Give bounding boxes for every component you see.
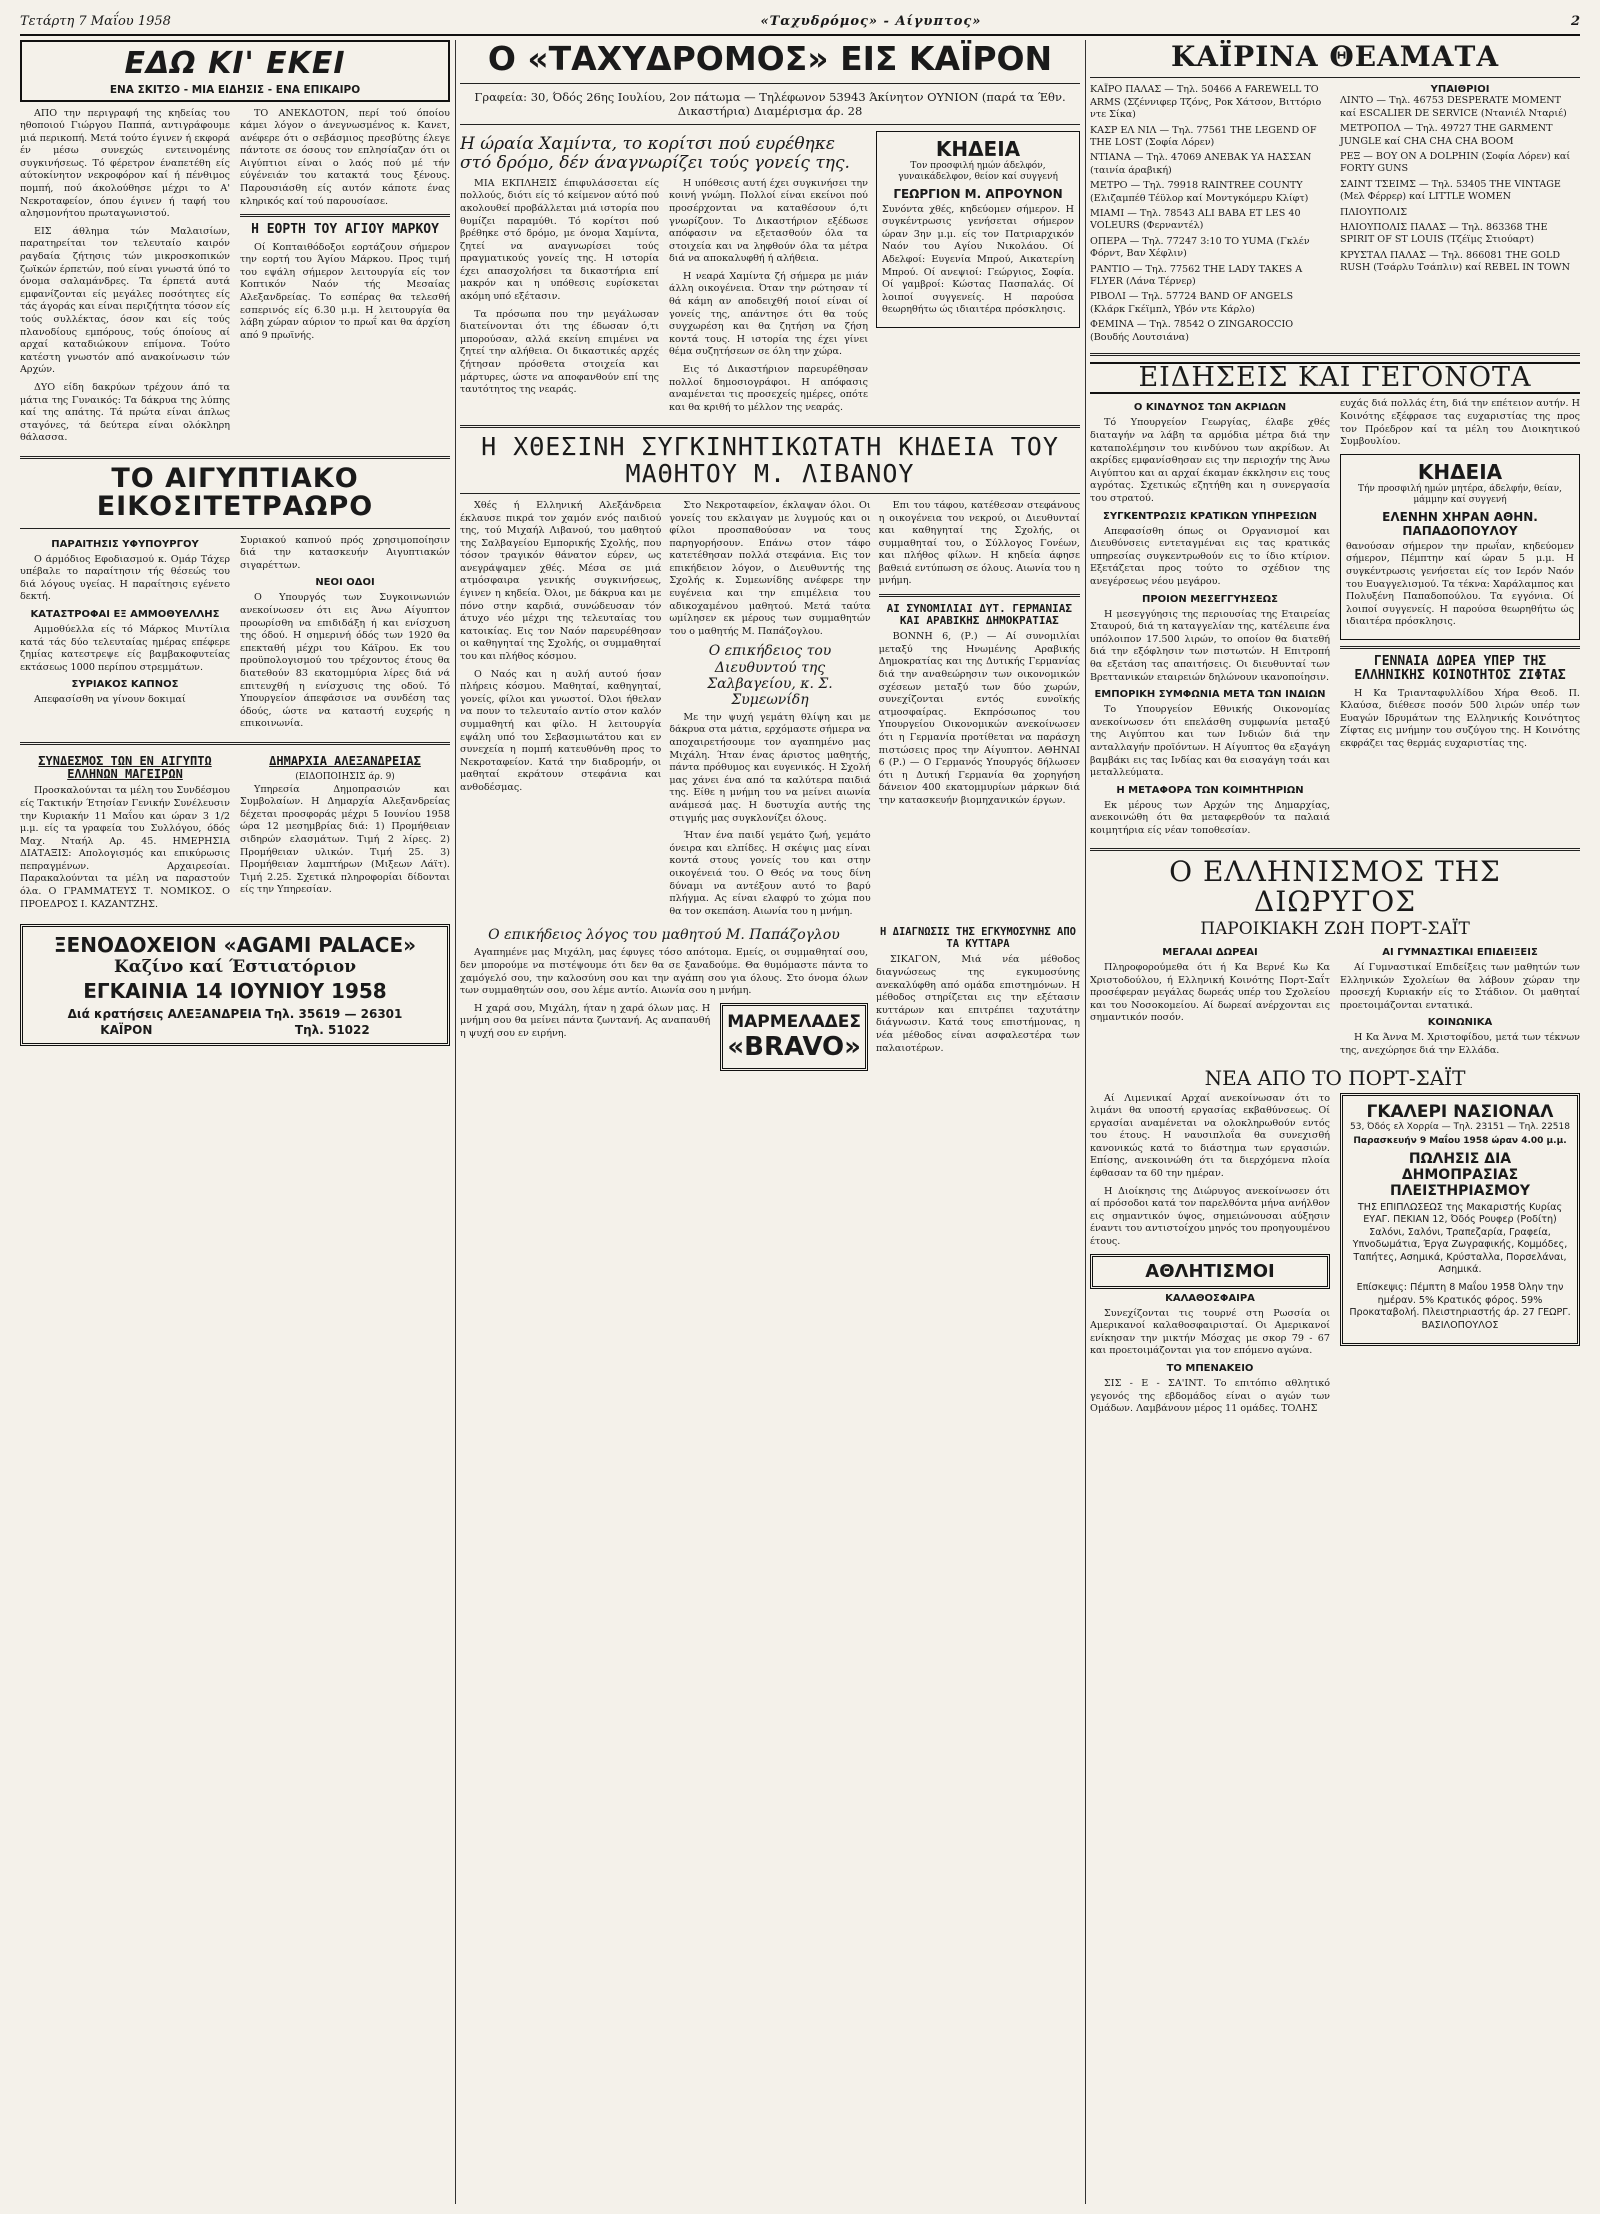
masthead-page: 2 xyxy=(1570,13,1580,29)
article-paragraph: Αί Γυμναστικαί Επιδείξεις των μαθητών των Ελληνικών Σχολείων θα λάβουν χώραν την προσεχή Κυριακήν είς το Στάδιον. Οι μαθηταί προετοιμάζονται εντατικά. xyxy=(1340,961,1580,1011)
gallery-advert xyxy=(1340,1093,1580,1347)
masthead-date: Τετάρτη 7 Μαΐου 1958 xyxy=(20,13,171,29)
article-paragraph: Συνεχίζονται τις τουρνέ στη Ρωσσία οι Αμερικανοί καλαθοσφαιρισταί. Οι Αμερικανοί ενίκησαν την μικτήν Μόσχας με σκορ 79 - 67 και προετοιμάζονται για τον επόμενο αγώνα. xyxy=(1090,1307,1330,1357)
advert-line: Παρασκευήν 9 Μαΐου 1958 ώραν 4.00 μ.μ. xyxy=(1353,1136,1567,1147)
advert-line: ΕΓΚΑΙΝΙΑ 14 ΙΟΥΝΙΟΥ 1958 xyxy=(83,979,387,1004)
subheading: ΚΟΙΝΩΝΙΚΑ xyxy=(1427,1017,1493,1029)
article-paragraph: ΤΟ ΑΝΕΚΔΟΤΟΝ, περί τού όποίου κάμει λόγον ο άνεγνωσμένος κ. Κανετ, ανέφερε ότι ο σεβάσμιος πρεσβύτης έλεγε πάντοτε σε όσους τον επλησίαζαν ότι οι Αιγύπτιοι είναι ο λαός πού μέ τήν εύγένειάν του κατακτά τους ξένους. Παρουσιάσθη είς αυτόν κάποτε ένας κληρικός καί τού παρουσίασε. xyxy=(240,107,450,207)
article-paragraph: Οί Κοπταιθόδοξοι εορτάζουν σήμερον την εορτή του Άγίου Μάρκου. Προς τιμή του εψάλη σήμερον λειτουργία είς τον Κοπτικόν Ναόν τής Μεσαίας Αλεξανδρείας. Το εσπέρας θα τελεσθή εσπερινός είς 6.30 μ.μ. Η λειτουργία θα λάβη χώραν αύριον το πρωΐ και θα άρχίση από 9 πρωϊνής. xyxy=(240,241,450,341)
subheading: ΑΙ ΣΥΝΟΜΙΛΙΑΙ ΔΥΤ. ΓΕΡΜΑΝΙΑΣ ΚΑΙ ΑΡΑΒΙΚΗΣ ΔΗΜΟΚΡΑΤΙΑΣ xyxy=(886,602,1073,628)
notice-text: Υπηρεσία Δημοπρασιών και Συμβολαίων. Η Δημαρχία Αλεξανδρείας δέχεται προσφοράς μέχρι 5 Ιουνίου 1958 ώρα 12 μεσημβρίας διά: 1) Προμήθειαν σιδηρών ελασμάτων. Τιμή 2 λίρες. 2) Προμήθειαν υλικών. Τιμή 25. 3) Προμήθειαν λαμπτήρων (Μιξεων Λάϊτ). Τιμή 2.25. Σχετικά πληροφορίαι δίδονται είς την Υπηρεσίαν. xyxy=(240,783,450,896)
subheading: Ο επικήδειος του Διευθυντού της Σαλβαγείου, κ. Σ. Συμεωνίδη xyxy=(707,643,833,708)
open-air-heading: ΥΠΑΙΘΡΙΟΙ xyxy=(1430,84,1490,96)
subheading: Ο επικήδειος λόγος του μαθητού Μ. Παπάζογλου xyxy=(488,927,840,944)
subheading: ΤΟ ΜΠΕΝΑΚΕΙΟ xyxy=(1166,1363,1254,1375)
article-paragraph: Απεφασίσθη να γίνουν δοκιμαί xyxy=(34,694,186,706)
funeral-notice xyxy=(1340,454,1580,640)
notice-title: ΚΗΔΕΙΑ xyxy=(935,136,1021,161)
article-paragraph: Πληροφορούμεθα ότι ή Κα Βερνέ Κω Κα Χριστοδούλου, ή Ελληνική Κοινότης Πορτ-Σαΐτ προσέφεραν μεγάλας δωρεάς υπέρ του Σχολείου και του Νοσοκομείου. Αί δωρεαί ανέρχονται εις σημαντικόν ποσόν. xyxy=(1090,961,1330,1024)
cinema-listing: ΜΕΤΡΟΠΟΛ — Τηλ. 49727 THE GARMENT JUNGLE καί CHA CHA CHA BOOM xyxy=(1340,123,1553,147)
notice-name: ΕΛΕΝΗΝ ΧΗΡΑΝ ΑΘΗΝ. ΠΑΠΑΔΟΠΟΥΛΟΥ xyxy=(1382,509,1538,538)
article-paragraph: ΕΙΣ άθλημα τών Μαλαισίων, παρατηρείται τον τελευταίο καιρόν ραγδαία ζήτησις τών μικροσκοπικών ζωϊκών έρπετών, πού είναι γνωστά ύπό το όνομα σαλαμάνδρες. Τα έρπετά αυτά εμφανίζονται είς μεγάλες ποσότητες είς τάς άγοράς και είναι περιζήτητα τόσον είς τούς συλλέκτας, όσον και είς τούς πλανοδίους εμπόρους, τούς όποίους αί αρχαί καταδιώκουν επίμονα. Τούτο κατέστη γνωστόν από ανακοίνωσιν τών Αρχών. xyxy=(20,225,230,376)
notice-text: Προσκαλούνται τα μέλη του Συνδέσμου είς Τακτικήν Έτησίαν Γενικήν Συνέλευσιν την Κυριακήν 11 Μαΐου και ώραν 3 1/2 μ.μ. είς τα γραφεία του Συλλόγου, όδός Μαχ. Νταήλ Αρ. 45. ΗΜΕΡΗΣΙΑ ΔΙΑΤΑΞΙΣ: Απολογισμός και επικύρωσις πεπραγμένων. Αρχαιρεσίαι. Παρακαλούνται τα μέλη να παραστούν όλα. Ο ΓΡΑΜΜΑΤΕΥΣ Τ. ΝΟΜΙΚΟΣ. Ο ΠΡΟΕΔΡΟΣ Ι. ΚΑΖΑΝΤΖΗΣ. xyxy=(20,785,230,910)
marmalade-advert xyxy=(720,1003,868,1071)
column-right xyxy=(1090,40,1580,2204)
sports-title: ΑΘΛΗΤΙΣΜΟΙ xyxy=(1145,1260,1275,1282)
subheading: ΠΡΟΙΟΝ ΜΕΣΕΓΓΥΗΣΕΩΣ xyxy=(1141,593,1279,605)
article-paragraph: ΣΙΣ - Ε - ΣΑ'ΙΝΤ. Το επιτόπιο αθλητικό γεγονός της εβδομάδος είναι ο αγών των Ομάδων. Λαμβάνουν μέρος 11 ομάδες. ΤΟΛΗΣ xyxy=(1090,1378,1330,1415)
advert-line: 53, Όδός ελ Χορρία — Τηλ. 23151 — Τηλ. 22518 xyxy=(1350,1121,1570,1132)
article-paragraph: Τό Υπουργείον Γεωργίας, έλαβε χθές διαταγήν να λάβη τα αρμόδια μέτρα διά την καταπολέμησιν του κινδύνου των ακρίδων. Αι ακρίδες εμφανίσθησαν εις την περιοχήν της Άνω Αιγύπτου και αι αρχαί έκαμαν έκκλησιν εις τους αγρότας. Σχετικώς εζητήθη και η συνεργασία του στρατού. xyxy=(1090,417,1330,505)
cinema-listing: ΡΕΞ — BOY ON A DOLPHIN (Σοφία Λόρεν) καί FORTY GUNS xyxy=(1340,151,1571,175)
article-paragraph: Απεφασίσθη όπως οι Οργανισμοί και Διευθύνσεις εντεταγμέναι εις τας κρατικάς υπηρεσίας συγκεντρωθούν εις το ίδιο κτίριον. Εξετάζεται προς τούτο το σχέδιον της ανεγέρσεως νέου μεγάρου. xyxy=(1090,525,1330,587)
subheading: ΣΥΓΚΕΝΤΡΩΣΙΣ ΚΡΑΤΙΚΩΝ ΥΠΗΡΕΣΙΩΝ xyxy=(1103,510,1317,522)
article-paragraph: Εκ μέρους των Αρχών της Δημαρχίας, ανεκοινώθη ότι θα μεταφερθούν τα παλαιά κοιμητήρια είς νέαν τοποθεσίαν. xyxy=(1090,799,1330,836)
subheading: ΚΑΛΑΘΟΣΦΑΙΡΑ xyxy=(1165,1292,1255,1304)
subheading: Ο ΚΙΝΔΥΝΟΣ ΤΩΝ ΑΚΡΙΔΩΝ xyxy=(1133,402,1287,414)
article-paragraph: Η Κα Άννα Μ. Χριστοφίδου, μετά των τέκνων της, ανεχώρησε διά την Ελλάδα. xyxy=(1340,1032,1580,1056)
subheading: ΑΙ ΓΥΜΝΑΣΤΙΚΑΙ ΕΠΙΔΕΙΞΕΙΣ xyxy=(1382,946,1538,958)
cinema-listing: ΡΑΝΤΙΟ — Τηλ. 77562 THE LADY TAKES A FLYER (Λάνα Τέρνερ) xyxy=(1090,263,1303,288)
section-box xyxy=(20,40,450,102)
article-paragraph: Η Κα Τριανταφυλλίδου Χήρα Θεοδ. Π. Κλαύσα, διέθεσε ποσόν 500 λιρών υπέρ των Ευαγών Ιδρυμάτων της Ελληνικής Κοινότητος Ζίφτας εις μνήμην του συζύγου της. Η Κοινότης εκφράζει τας θερμάς ευχαριστίας της. xyxy=(1340,687,1580,749)
article-paragraph: Στο Νεκροταφείον, έκλαψαν όλοι. Οι γονείς του εκλαιγαν με λυγμούς και οι φίλοι προσπαθούσαν να τους παρηγορήσουν. Επάνω στον τάφο κατετέθησαν πολλά στεφάνια. Εις τον επικήδειον λόγον, ο Διευθυντής της Σχολής κ. Συμεωνίδης ανέφερε την ευγένεια και την επιμέλεια του αδικοχαμένου μαθητού. Μετά ταύτα ωμίλησεν εκ μέρους των συμμαθητών του ο μαθητής Μ. Παπάζογλου. xyxy=(669,499,871,637)
egypt-heading: ΤΟ ΑΙΓΥΠΤΙΑΚΟ ΕΙΚΟΣΙΤΕΤΡΑΩΡΟ xyxy=(96,462,374,523)
notice-text: θανούσαν σήμερον την πρωΐαν, κηδεύομεν σήμερον, Πέμπτην καί ώραν 5 μ.μ. Η συγκέντρωσις γενήσεται είς τον Ιερόν Ναόν του Ευαγγελισμού. Τα τέκνα: Χαράλαμπος και Πολυξένη Παπαδοπούλου. Τα εγγόνια. Οί λοιποί συγγενείς. Η παρούσα θεωρηθήτω ώς ιδιαιτέρα πρόσκλησις. xyxy=(1346,540,1574,628)
article-paragraph: ΒΟΝΝΗ 6, (Ρ.) — Αί συνομιλίαι μεταξύ της Ηνωμένης Αραβικής Δημοκρατίας και της Δυτικής Γερμανίας διά την αναθεώρησιν των οικονομικών σχέσεων μεταξύ των δύο χωρών, συνεχίζονται εντός ευνοϊκής ατμοσφαίρας. Εκπρόσωπος του Υπουργείου Οικονομικών ανεκοίνωσεν ότι η Γερμανία προτίθεται να παράσχη πιστώσεις προς την Αίγυπτον. ΑΘΗΝΑΙ 6 (Ρ.) — Ο Γερμανός Υπουργός δήλωσεν ότι η Δυτική Γερμανία θα χορηγήση δάνειον 400 εκατομμυρίων μάρκων διά την κατασκευήν βιομηχανικών έργων. xyxy=(878,631,1080,806)
hellenism-subtitle: ΠΑΡΟΙΚΙΑΚΗ ΖΩΗ ΠΟΡΤ-ΣΑΪΤ xyxy=(1200,919,1470,940)
cairo-offices: Γραφεία: 30, Όδός 26ης Ιουλίου, 2ον πάτωμα — Τηλέφωνον 53943 Άκίνητον ΟΥΝΙΟΝ (παρά τα Έθν. Δικαστήρια) Διαμέρισμα άρ. 28 xyxy=(474,89,1066,118)
notice-heading: ΔΗΜΑΡΧΙΑ ΑΛΕΞΑΝΔΡΕΙΑΣ xyxy=(269,753,421,768)
advert-title: ΓΚΑΛΕΡΙ ΝΑΣΙΟΝΑΛ xyxy=(1366,1101,1554,1122)
article-paragraph: Ο άρμόδιος Εφοδιασμού κ. Ομάρ Τάχερ υπέβαλε το παραίτησιν τής θέσεώς του διά λόγους υγείας. Η παραίτησις εγένετο δεκτή. xyxy=(20,553,230,603)
cinema-listing: ΝΤΙΑΝΑ — Τηλ. 47069 ΑΝΕΒΑΚ ΥΑ ΗΑΣΣΑΝ (ταινία άραβική) xyxy=(1090,152,1312,176)
article-paragraph: Η υπόθεσις αυτή έχει συγκινήσει την κοινή γνώμη. Πολλοί είναι εκείνοι πού προσέρχονται να καταθέσουν ό,τι γνωρίζουν. Το Δικαστήριον εξέδωσε απόφασιν να εξετασθούν όλα τα στοιχεία και να ληφθούν όλα τα μέτρα διά να αποκαλυφθή ή αλήθεια. xyxy=(669,177,868,265)
cinema-listing: ΚΡΥΣΤΑΛ ΠΑΛΑΣ — Τηλ. 866081 THE GOLD RUSH (Τσάρλυ Τσάπλιν) καί REBEL IN TOWN xyxy=(1340,249,1571,274)
article-paragraph: Ο Υπουργός των Συγκοινωνιών ανεκοίνωσεν ότι εις Άνω Αίγυπτον προωρίσθη να επιδιδάξη ή και ενίσχυση της όδού. Η σημερινή όδός των 1920 θα επεκταθή μέχρι του Κάϊρου. Εκ του προϋπολογισμού του τρέχοντος έτους θα διατεθούν 83 εκατομμύρια λίρες διά νά επιτευχθή η ενίσχυσις της οδού. Τό Υπουργείον άπεφάσισε να συνδέση τας όδούς, ώστε να καταστή ευχερής η επικοινωνία. xyxy=(240,592,450,730)
column-middle xyxy=(460,40,1080,2204)
subheading: ΕΜΠΟΡΙΚΗ ΣΥΜΦΩΝΙΑ ΜΕΤΑ ΤΩΝ ΙΝΔΙΩΝ xyxy=(1094,689,1326,701)
subheading: Η ΜΕΤΑΦΟΡΑ ΤΩΝ ΚΟΙΜΗΤΗΡΙΩΝ xyxy=(1116,784,1304,796)
masthead xyxy=(20,8,1580,36)
advert-line: Τηλ. 51022 xyxy=(294,1023,370,1038)
subheading: ΚΑΤΑΣΤΡΟΦΑΙ ΕΞ ΑΜΜΟΘΥΕΛΛΗΣ xyxy=(30,609,220,620)
article-paragraph: Αγαπημένε μας Μιχάλη, μας έφυγες τόσο απότομα. Εμείς, οι συμμαθηταί σου, δεν μπορούμε να πιστέψουμε ότι δεν θα σε ξαναδούμε. Θα θυμόμαστε πάντα το χαμόγελό σου, την καλοσύνη σου και την αγάπη σου για όλους. Στο όνομα όλων των συμμαθητών σου, σου λέμε αντίο. Αιωνία σου η μνήμη. xyxy=(460,947,868,997)
article-paragraph: ΑΠΟ την περιγραφή της κηδείας του ηθοποιού Γιώργου Παππά, αντιγράφουμε μιά περικοπή. Μετά τούτο έγινεν ή εκφορά έν μέσω συνεχώς εντεινομένης συγκινήσεως. Τό φέρετρον έναπετέθη είς αύτοκίνητον νεκροφόρον καί ή πένθιμος πομπή, πού άκολούθησε μέχρι το Α' Νεκροταφείον, όπου έγινεν ή ταφή του αλησμονήτου πρωταγωνιστού. xyxy=(20,107,230,220)
feast-heading: Η ΕΟΡΤΗ ΤΟΥ ΑΓΙΟΥ ΜΑΡΚΟΥ xyxy=(251,222,439,238)
notice-heading: ΣΥΝΔΕΣΜΟΣ ΤΩΝ ΕΝ ΑΙΓΥΠΤΩ ΕΛΛΗΝΩΝ ΜΑΓΕΙΡΩΝ xyxy=(38,753,212,782)
notice-title: ΚΗΔΕΙΑ xyxy=(1417,459,1503,484)
subheading: ΜΕΓΑΛΑΙ ΔΩΡΕΑΙ xyxy=(1162,946,1258,958)
cinema-listing: ΣΑΙΝΤ ΤΣΕΙΜΣ — Τηλ. 53405 THE VINTAGE (Μελ Φέρρερ) καί LITTLE WOMEN xyxy=(1340,178,1561,203)
section-subtitle: ΕΝΑ ΣΚΙΤΣΟ - ΜΙΑ ΕΙΔΗΣΙΣ - ΕΝΑ ΕΠΙΚΑΙΡΟ xyxy=(109,83,361,96)
article-paragraph: Με την ψυχή γεμάτη θλίψη και με δάκρυα στα μάτια, ερχόμαστε σήμερα να αποχαιρετήσουμε τον αγαπημένο μας Μιχάλη. Ήταν ένας άριστος μαθητής, πάντα πρόθυμος και ευγενικός. Η Σχολή μας χάνει ένα από τα καλύτερα παιδιά της. Είθε η μνήμη του να μείνει αιωνία ανάμεσά μας. Η δυστυχία αυτής της στιγμής μας συγκλονίζει όλους. xyxy=(669,711,871,824)
article-paragraph: ΔΥΟ είδη δακρύων τρέχουν άπό τα μάτια της Γυναικός: Τα δάκρυα της λύπης καί της απάτης. Τά πρώτα είναι άπλως σταγόνες, τά δεύτερα είναι ολόκληρη θάλασσα. xyxy=(20,381,230,444)
cinema-listings xyxy=(1090,84,1330,347)
article-paragraph: Επι του τάφου, κατέθεσαν στεφάνους η οικογένεια του νεκρού, οι Διευθυνταί και καθηγηταί της Σχολής, οι συμμαθηταί του, ο Σύλλογος Γονέων, και πλήθος φίλων. Η κηδεία άφησε βαθειά εντύπωση σε όλους. Αιωνία του η μνήμη. xyxy=(878,499,1080,587)
cinema-listing: ΚΑΪΡΟ ΠΑΛΑΣ — Τηλ. 50466 A FAREWELL TO ARMS (Σζέννιφερ Τζόνς, Ροκ Χάτσον, Βιττόριο ντε Σίκα) xyxy=(1090,84,1322,121)
article-paragraph: ευχάς διά πολλάς έτη, διά την επέτειον αυτήν. Η Κοινότης εξέφρασε τας ευχαριστίας της προς τον Πρόεδρον καί τα μέλη του Διοικητικού Συμβουλίου. xyxy=(1340,398,1580,448)
advert-line: ΠΛΕΙΣΤΗΡΙΑΣΜΟΥ xyxy=(1390,1182,1530,1199)
notice-subtitle: Τον προσφιλή ημών άδελφόν, γυναικάδελφον, θείον καί συγγενή xyxy=(898,160,1058,183)
news-title: ΕΙΔΗΣΕΙΣ ΚΑΙ ΓΕΓΟΝΟΤΑ xyxy=(1090,362,1580,394)
hotel-advert xyxy=(20,924,450,1046)
article-paragraph: Συριακού καπνού πρός χρησιμοποίησιν διά την κατασκευήν Αιγυπτιακών σιγαρέττων. xyxy=(240,534,450,571)
hellenism-title: Ο ΕΛΛΗΝΙΣΜΟΣ ΤΗΣ ΔΙΩΡΥΓΟΣ xyxy=(1169,855,1501,918)
article-paragraph: Ο Ναός και η αυλή αυτού ήσαν πλήρεις κόσμου. Μαθηταί, καθηγηταί, γονείς, φίλοι και γνωστοί. Όλοι ήθελαν να πουν το τελευταίο αντίο στον καλόν συμμαθητή και φίλο. Η λειτουργία εψάλη υπό του Σεβασμιωτάτου και εν συνεχεία η πομπή κατευθύνθη προς το Νεκροταφείον. Κατά την διαδρομήν, οι μαθηταί εκράτουν στεφάνια και ανθοδέσμας. xyxy=(460,668,662,793)
donation-heading: ΓΕΝΝΑΙΑ ΔΩΡΕΑ ΥΠΕΡ ΤΗΣ ΕΛΛΗΝΙΚΗΣ ΚΟΙΝΟΤΗΤΟΣ ΖΙΦΤΑΣ xyxy=(1354,653,1566,684)
article-paragraph: Τα πρόσωπα που την μεγάλωσαν διατείνονται ότι της έδωσαν ό,τι μπορούσαν, αλλά εκείνη επιμένει να ζητεί την αλήθεια. Οι δικαστικές αρχές ζήτησαν πρόσθετα στοιχεία και μάρτυρες, ώστε να αποφανθούν επί της ταυτότητος της νεαράς. xyxy=(460,308,659,396)
advert-line: ΠΩΛΗΣΙΣ ΔΙΑ ΔΗΜΟΠΡΑΣΙΑΣ xyxy=(1401,1150,1519,1183)
subheading: ΠΑΡΑΙΤΗΣΙΣ ΥΦΥΠΟΥΡΓΟΥ xyxy=(51,538,199,550)
article-paragraph: Εις τό Δικαστήριον παρευρέθησαν πολλοί δημοσιογράφοι. Η απόφασις αναμένεται τις προσεχείς ημέρες, οπότε και θα κριθή το μέλλον της νεαράς. xyxy=(669,364,868,413)
cinema-listing: ΠΛΙΟΥΠΟΛΙΣ xyxy=(1340,206,1408,218)
cairo-title: Ο «ΤΑΧΥΔΡΟΜΟΣ» ΕΙΣ ΚΑΪΡΟΝ xyxy=(487,40,1053,78)
article-paragraph: Ήταν ένα παιδί γεμάτο ζωή, γεμάτο όνειρα και ελπίδες. Η σκέψις μας είναι κοντά στους γονείς του και στην οικογένειά του. Ο Θεός να τους δίνη δύναμι να αντέξουν αυτό το βαρύ πλήγμα. Ας είναι ελαφρύ το χώμα που θα τον σκεπάση. Αιωνία του η μνήμη. xyxy=(669,830,871,917)
article-paragraph: Το Υπουργείον Εθνικής Οικονομίας ανεκοίνωσεν ότι επελάσθη συμφωνία μεταξύ της Αιγύπτου και των Ινδιών διά την ανταλλαγήν προϊόντων. Η Αίγυπτος θα εξαγάγη βαμβάκι εις τας Ινδίας και θα εισαγάγη τσάι και μεταλλεύματα. xyxy=(1090,704,1330,779)
open-air-listings xyxy=(1340,95,1580,274)
notice-subtitle: Τήν προσφιλή ημών μητέρα, άδελφήν, θείαν, μάμμην καί συγγενή xyxy=(1358,483,1562,506)
cinema-listing: ΛΙΝΤΟ — Τηλ. 46753 DESPERATE MOMENT καί ESCALIER DE SERVICE (Ντανιέλ Νταριέ) xyxy=(1340,95,1567,119)
subheading: ΣΥΡΙΑΚΟΣ ΚΑΠΝΟΣ xyxy=(71,679,179,691)
advert-text: ΤΗΣ ΕΠΙΠΛΩΣΕΩΣ της Μακαριστής Κυρίας ΕΥΑΓ. ΠΕΚΙΑΝ 12, Όδός Ρουφερ (Ροδίτη) Σαλόνι, Σαλόνι, Τραπεζαρία, Γραφεία, Υπνοδωμάτια, Έργα Ζωγραφικής, Κομμόδες, Ταπήτες, Ασημικά, Κρύσταλλα, Πορσελάναι, Ασημικά. xyxy=(1352,1201,1568,1276)
article-paragraph: Η μεσεγγύησις της περιουσίας της Εταιρείας Σταυρού, διά τη καταγγελίαν της, κατέλειπε ένα υπόλοιπον 17.500 λιρών, το οποίον θα διατεθή διά την εξόφλησιν των πιστωτών. Η Επιτροπή θα εξετάση τας απαιτήσεις. Οι διευθυνταί των Βρεττανικών εταιρειών δηλώνουν ικανοποίησιν. xyxy=(1090,608,1330,683)
cinema-listing: ΦΕΜΙΝΑ — Τηλ. 78542 O ZINGAROCCIO (Βουδής Λουτσιάνα) xyxy=(1090,319,1294,343)
subheading: Η ΔΙΑΓΝΩΣΙΣ ΤΗΣ ΕΓΚΥΜΟΣΥΝΗΣ ΑΠΟ ΤΑ ΚΥΤΤΑΡΑ xyxy=(880,926,1076,950)
advert-title: ΞΕΝΟΔΟΧΕΙΟΝ «AGAMI PALACE» xyxy=(53,933,417,958)
article-paragraph: Χθές ή Ελληνική Αλεξάνδρεια έκλαυσε πικρά τον χαμόν ενός παιδιού της, τού Μιχαήλ Λιβανού, του μαθητού της Σαλβαγείου Εμπορικής Σχολής, που τόσον τραγικόν θάνατον εύρεν, ως ανεγράψαμεν χθές. Μέσα σε μιά ατμόσφαιρα γενικής συγκινήσεως, έγινεν η κηδεία. Όλοι, με δάκρυα και με πόνο στην καρδιά, συνώδευσαν τόν άτυχο νέο μέχρι της τελευταίας του κατοικίας. Εις τον Ναόν παρευρέθησαν οι καθηγηταί της Σχολής, οι συμμαθηταί του και πλήθος κόσμου. xyxy=(460,499,662,663)
column-rule xyxy=(455,40,456,2204)
funeral-headline: Η ΧΘΕΣΙΝΗ ΣΥΓΚΙΝΗΤΙΚΩΤΑΤΗ ΚΗΔΕΙΑ ΤΟΥ ΜΑΘΗΤΟΥ Μ. ΛΙΒΑΝΟΥ xyxy=(481,432,1059,488)
cinema-listing: ΟΠΕΡΑ — Τηλ. 77247 3:10 ΤΟ YUMA (Γκλέν Φόρντ, Βαν Χέφλιν) xyxy=(1090,235,1310,260)
advert-line: Καζίνο καί Έστιατόριον xyxy=(114,957,356,978)
advert-title: ΜΑΡΜΕΛΑΔΕΣ xyxy=(727,1011,861,1032)
column-rule xyxy=(1085,40,1086,2204)
notice-text: Συνόντα χθές, κηδεύομεν σήμερον. Η συγκέντρωσις γενήσεται σήμερον ώραν 3ην μ.μ. είς τον Πατριαρχικόν Ναόν του Αγίου Νικολάου. Οί Αδελφοί: Ευγενία Μπρού, Αικατερίνη Μπρού. Οί ανεψιοί: Γεώργιος, Σοφία. Οί γαμβροί: Κώστας Πασπαλάς. Οί λοιποί συγγενείς. Η παρούσα θεωρηθήτω ώς ιδιαιτέρα πρόσκλησις. xyxy=(882,203,1074,316)
article-paragraph: Αί Λιμενικαί Αρχαί ανεκοίνωσαν ότι το λιμάνι θα υποστή εργασίας εκβαθύνσεως. Οί εργασίαι αναμένεται να ολοκληρωθούν εντός του έτους. Η ναυσιπλοΐα θα συνεχισθή κανονικώς κατά το διάστημα των εργασιών. Επίσης, ανεκοινώθη ότι τα διερχόμενα πλοία έφθασαν τα 60 την ημέραν. xyxy=(1090,1092,1330,1180)
notice-subheading: (ΕΙΔΟΠΟΙΗΣΙΣ άρ. 9) xyxy=(295,772,395,783)
advert-line: Διά κρατήσεις ΑΛΕΞΑΝΔΡΕΙΑ Τηλ. 35619 — 26301 xyxy=(67,1007,403,1022)
section-title: ΕΔΩ ΚΙ' ΕΚΕΙ xyxy=(124,46,346,81)
article-paragraph: Η χαρά σου, Μιχάλη, ήταν η χαρά όλων μας. Η μνήμη σου θα μείνει πάντα ζωντανή. Ας αναπαυθή η ψυχή σου εν ειρήνη. xyxy=(460,1002,711,1039)
advert-brand: «BRAVO» xyxy=(727,1031,861,1062)
subheading: ΝΕΟΙ ΟΔΟΙ xyxy=(315,577,375,589)
cinema-listing: ΚΑΣΡ ΕΛ ΝΙΛ — Τηλ. 77561 THE LEGEND OF THE LOST (Σοφία Λόρεν) xyxy=(1090,124,1317,149)
cinema-listing: ΜΕΤΡΟ — Τηλ. 79918 RAINTREE COUNTY (Ελιζαμπέθ Τέϋλορ καί Μοντγκόμερυ Κλίφτ) xyxy=(1090,180,1309,204)
article-paragraph: ΣΙΚΑΓΟΝ, Μιά νέα μέθοδος διαγνώσεως της εγκυμοσύνης ανεκαλύφθη από ομάδα επιστημόνων. Η μέθοδος στηρίζεται εις την εξέτασιν κυττάρων και επιτρέπει ταχυτάτην διάγνωσιν. Κατά τους επιστήμονας, η νέα μέθοδος είναι ασφαλεστέρα των παλαιοτέρων. xyxy=(876,954,1080,1054)
cinema-listing: ΗΛΙΟΥΠΟΛΙΣ ΠΑΛΑΣ — Τηλ. 863368 THE SPIRIT OF ST LOUIS (Τζέϊμς Στιούαρτ) xyxy=(1340,222,1548,246)
advert-text: Επίσκεψις: Πέμπτη 8 Μαΐου 1958 Όλην την ημέραν. 5% Κρατικός φόρος. 59% Προκαταβολή. Πλειστηριαστής άρ. 27 ΓΕΩΡΓ. ΒΑΣΙΛΟΠΟΥΛΟΣ xyxy=(1349,1282,1571,1331)
article-paragraph: Αμμοθύελλα είς τό Μάρκος Μιντίλια κατά τάς δύο τελευταίας ημέρας επέφερε ζημίας κατεστρεψε είς βαμβακοφυτείας εκτάσεως 1000 περίπου στρεμμάτων. xyxy=(20,624,230,673)
notice-name: ΓΕΩΡΓΙΟΝ Μ. ΑΠΡΟΥΝΟΝ xyxy=(893,186,1063,201)
article-paragraph: ΜΙΑ ΕΚΠΛΗΞΙΣ έπιφυλάσσεται είς πολλούς, διότι είς τό κείμενον αύτό πού ακολουθεί προβάλλεται μιά ιστορία που θυμίζει παραμύθι. Τό κορίτσι πού βρέθηκε στό δρόμο, με όνομα Χαμίντα, ζητεί να αναγνωρίσει τούς πραγματικούς γονείς της. Η ιστορία έχει απασχολήσει τα δικαστήρια επί μακρόν και η υπόθεσις ευρίσκεται ακόμη υπό εξέτασιν. xyxy=(460,177,659,303)
advert-line: ΚΑΪΡΟΝ xyxy=(100,1023,153,1038)
article-paragraph: Η Διοίκησις της Διώρυγος ανεκοίνωσεν ότι αί πρόσοδοι κατά τον παρελθόντα μήνα ανήλθον εις σημαντικόν ύψος, σημειώνουσαι αύξησιν έναντι του αντιστοίχου μηνός του προηγουμένου έτους. xyxy=(1090,1185,1330,1248)
funeral-notice xyxy=(876,131,1080,328)
masthead-paper: «Ταχυδρόμος» - Αίγυπτος» xyxy=(760,13,982,29)
headline: Η ώραία Χαμίντα, το κορίτσι πού ευρέθηκε στό δρόμο, δέν άναγνωρίζει τούς γονείς της. xyxy=(460,133,850,174)
cinema-listing: ΡΙΒΟΛΙ — Τηλ. 57724 BAND OF ANGELS (Κλάρκ Γκέϊμπλ, Υβόν ντε Κάρλο) xyxy=(1090,291,1294,315)
sports-banner xyxy=(1090,1254,1330,1289)
article-paragraph: Η νεαρά Χαμίντα ζή σήμερα με μιάν άλλη οικογένεια. Όταν την ρώτησαν τί θά κάμη αν αποδειχθή ποιοί είναι οί γονείς της, απάντησε ότι θα τούς συγχωρέση και θα ζητήση να ζήση κοντά τους. Η ιστορία της έχει γίνει θέμα συζητήσεων σε όλη την χώρα. xyxy=(669,270,868,358)
cinema-listing: ΜΙΑΜΙ — Τηλ. 78543 ALI BABA ET LES 40 VOLEURS (Φερναντέλ) xyxy=(1090,208,1301,232)
port-said-title: ΝΕΑ ΑΠΟ ΤΟ ΠΟΡΤ-ΣΑΪΤ xyxy=(1204,1065,1466,1090)
column-left xyxy=(20,40,450,2204)
cinema-title: ΚΑΪΡΙΝΑ ΘΕΑΜΑΤΑ xyxy=(1170,40,1500,73)
